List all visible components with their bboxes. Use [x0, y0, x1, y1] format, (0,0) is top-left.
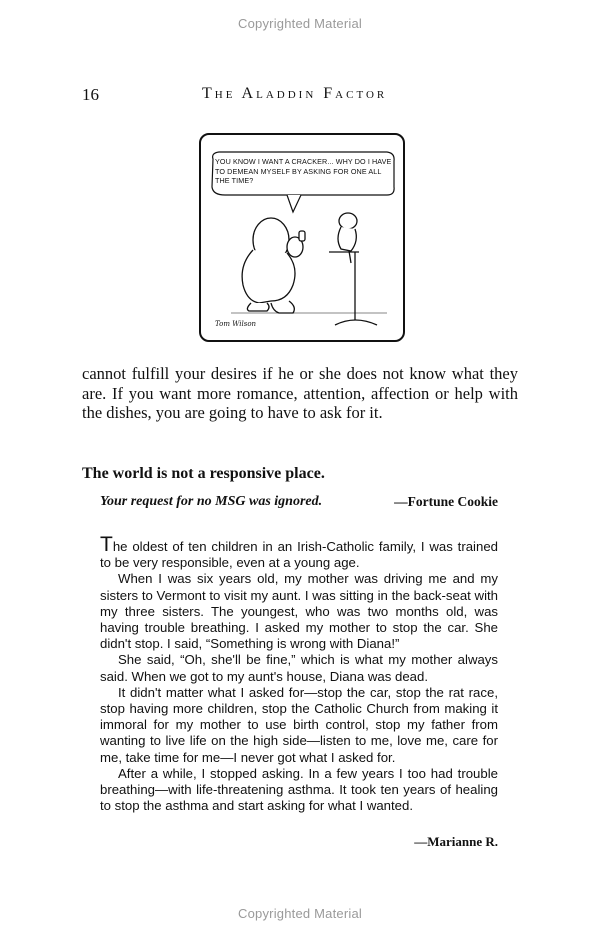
copyright-watermark-bottom: Copyrighted Material — [238, 906, 362, 921]
drop-cap: T — [100, 533, 113, 556]
speech-text: YOU KNOW I WANT A CRACKER... WHY DO I HAVE TO DEMEAN MYSELF BY ASKING FOR ONE ALL THE TIME? — [215, 157, 392, 185]
story-paragraph: She said, “Oh, she'll be fine,” which is what my mother always said. When we got to my aunt's house, Diana was dead. — [100, 652, 498, 684]
section-heading: The world is not a responsive place. — [82, 465, 325, 482]
story-signature: —Marianne R. — [414, 834, 498, 849]
story-block — [100, 533, 498, 849]
book-title: The Aladdin Factor — [202, 85, 388, 102]
epigraph — [100, 494, 498, 514]
parrot-on-perch — [329, 213, 377, 325]
page-number: 16 — [82, 85, 99, 104]
story-paragraph-text: he oldest of ten children in an Irish-Catholic family, I was trained to be very responsible, even at a young age. — [100, 539, 498, 571]
epigraph-source: —Fortune Cookie — [394, 494, 498, 509]
character-figure — [242, 218, 305, 313]
story-paragraph: It didn't matter what I asked for—stop the car, stop the rat race, stop having more children, stop the Catholic Church from making it immoral for my mother to use birth control, stop my father from wanting to live life on the high side—listen to me, love me, care for me, take time for me—I never got what I asked for. — [100, 684, 498, 765]
cartoon-panel — [199, 133, 405, 342]
story-paragraph: When I was six years old, my mother was driving me and my sisters to Vermont to visit my aunt. I was sitting in the back-seat with my three sisters. The youngest, who was two months old, was having trouble breathing. I asked my mother to stop the car. She didn't stop. I said, “Something is wrong with Diana!” — [100, 571, 498, 652]
story-paragraph: After a while, I stopped asking. In a few years I too had trouble breathing—with life-threatening asthma. It took ten years of healing to stop the asthma and start asking for what I wanted. — [100, 765, 498, 814]
cartoonist-signature: Tom Wilson — [215, 320, 257, 328]
copyright-watermark-top: Copyrighted Material — [238, 16, 362, 31]
running-head — [82, 85, 518, 109]
intro-paragraph: cannot fulfill your desires if he or she does not know what they are. If you want more romance, attention, affection or help with the dishes, you are going to have to ask for it. — [82, 364, 518, 422]
speech-bubble-tail — [287, 195, 301, 212]
story-paragraph — [100, 533, 498, 571]
epigraph-quote: Your request for no MSG was ignored. — [100, 494, 323, 509]
